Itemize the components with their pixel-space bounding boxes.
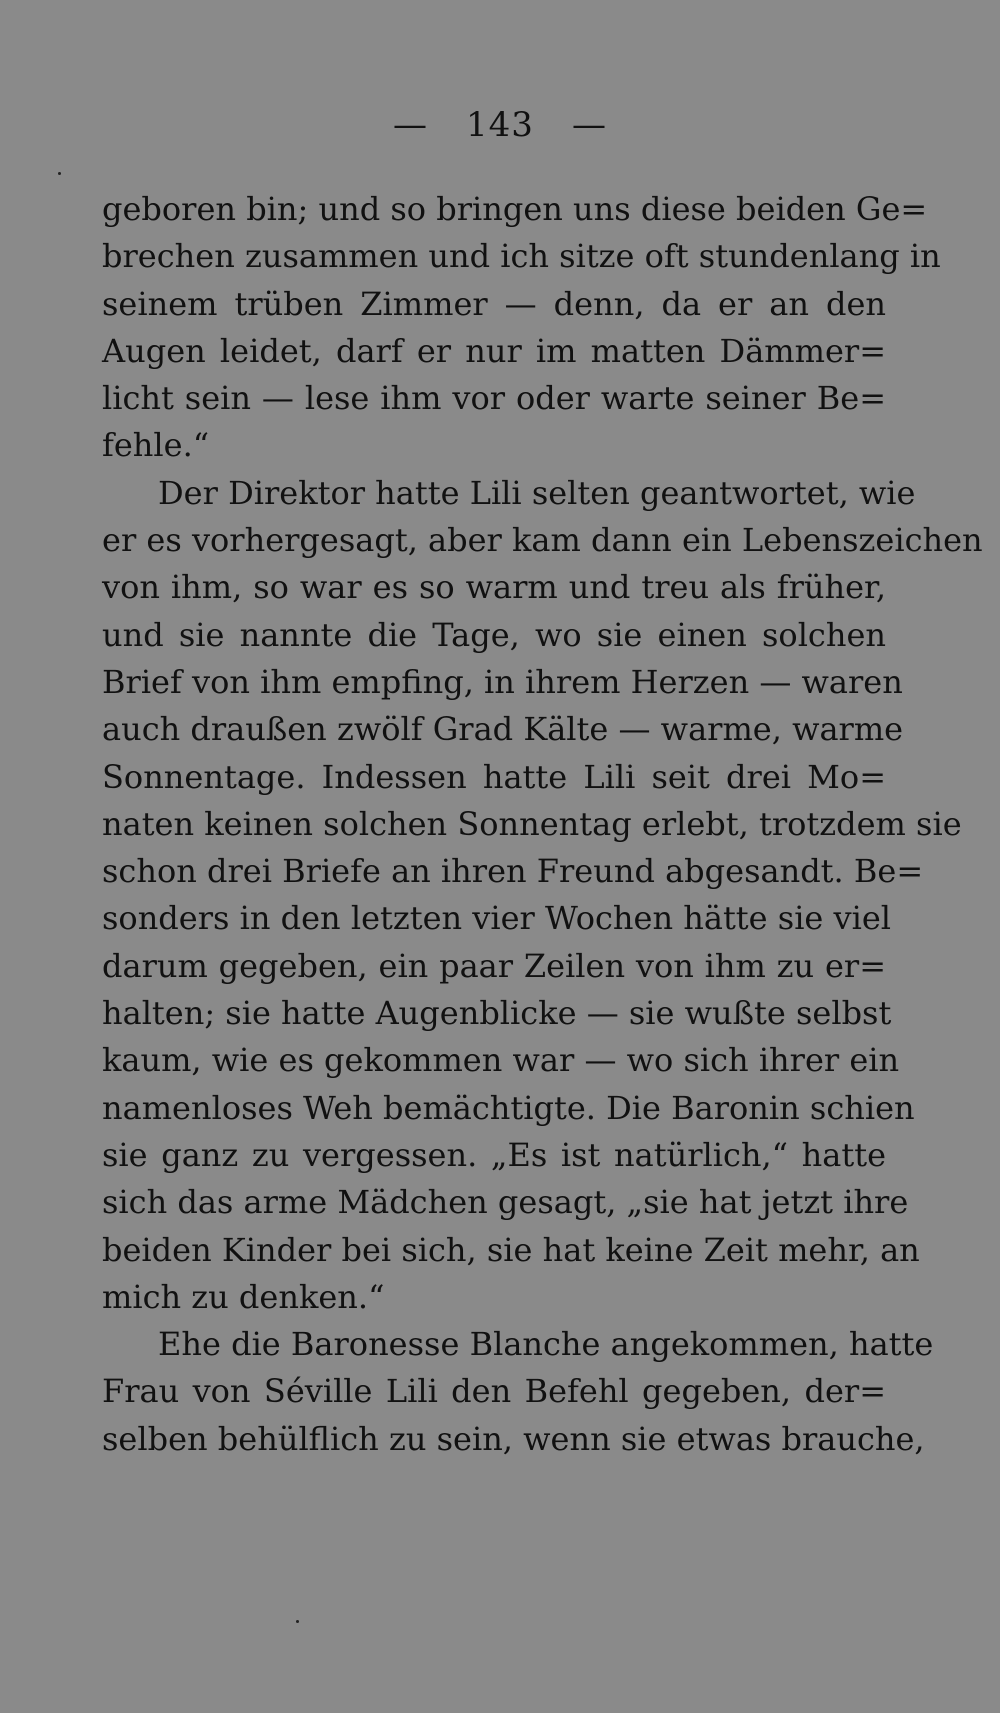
page-number-value: 143 [466, 105, 534, 145]
paper-speck [296, 1620, 299, 1623]
text-line-21: sie ganz zu vergessen. „Es ist natürlich,“ hatte [102, 1135, 886, 1174]
text-line-6: fehle.“ [102, 426, 210, 465]
page-number [0, 105, 1000, 145]
text-line-13: Sonnentage. Indessen hatte Lili seit drei Mo= [102, 757, 886, 796]
text-line-17: darum gegeben, ein paar Zeilen von ihm zu er= [102, 946, 886, 985]
text-line-12: auch draußen zwölf Grad Kälte — warme, warme [102, 710, 904, 749]
text-line-25: Ehe die Baronesse Blanche angekommen, hatte [158, 1325, 934, 1364]
text-line-27: selben behülflich zu sein, wenn sie etwas brauche, [102, 1419, 925, 1458]
text-line-7: Der Direktor hatte Lili selten geantwortet, wie [158, 473, 916, 512]
text-line-14: naten keinen solchen Sonnentag erlebt, trotzdem sie [102, 804, 962, 843]
text-line-10: und sie nannte die Tage, wo sie einen solchen [102, 615, 886, 654]
text-line-3: seinem trüben Zimmer — denn, da er an den [102, 284, 886, 323]
text-line-4: Augen leidet, darf er nur im matten Dämmer= [102, 331, 886, 370]
text-line-18: halten; sie hatte Augenblicke — sie wußte selbst [102, 994, 892, 1033]
page-number-dash-left: — [393, 105, 429, 145]
text-line-26: Frau von Séville Lili den Befehl gegeben, der= [102, 1372, 886, 1411]
text-line-19: kaum, wie es gekommen war — wo sich ihrer ein [102, 1041, 900, 1080]
text-line-23: beiden Kinder bei sich, sie hat keine Zeit mehr, an [102, 1230, 920, 1269]
text-line-9: von ihm, so war es so warm und treu als früher, [102, 568, 886, 607]
text-line-22: sich das arme Mädchen gesagt, „sie hat jetzt ihre [102, 1183, 909, 1222]
paper-speck [58, 172, 61, 175]
text-line-8: er es vorhergesagt, aber kam dann ein Lebenszeichen [102, 521, 983, 560]
page-number-dash-right: — [571, 105, 607, 145]
text-line-15: schon drei Briefe an ihren Freund abgesandt. Be= [102, 852, 924, 891]
text-line-1: geboren bin; und so bringen uns diese beiden Ge= [102, 190, 928, 228]
body-text [102, 186, 983, 1463]
text-line-16: sonders in den letzten vier Wochen hätte sie viel [102, 899, 892, 938]
text-line-5: licht sein — lese ihm vor oder warte seiner Be= [102, 379, 886, 418]
text-line-2: brechen zusammen und ich sitze oft stundenlang in [102, 237, 941, 276]
text-line-20: namenloses Weh bemächtigte. Die Baronin schien [102, 1088, 915, 1127]
text-line-11: Brief von ihm empfing, in ihrem Herzen — waren [102, 662, 903, 701]
text-line-24: mich zu denken.“ [102, 1277, 385, 1316]
